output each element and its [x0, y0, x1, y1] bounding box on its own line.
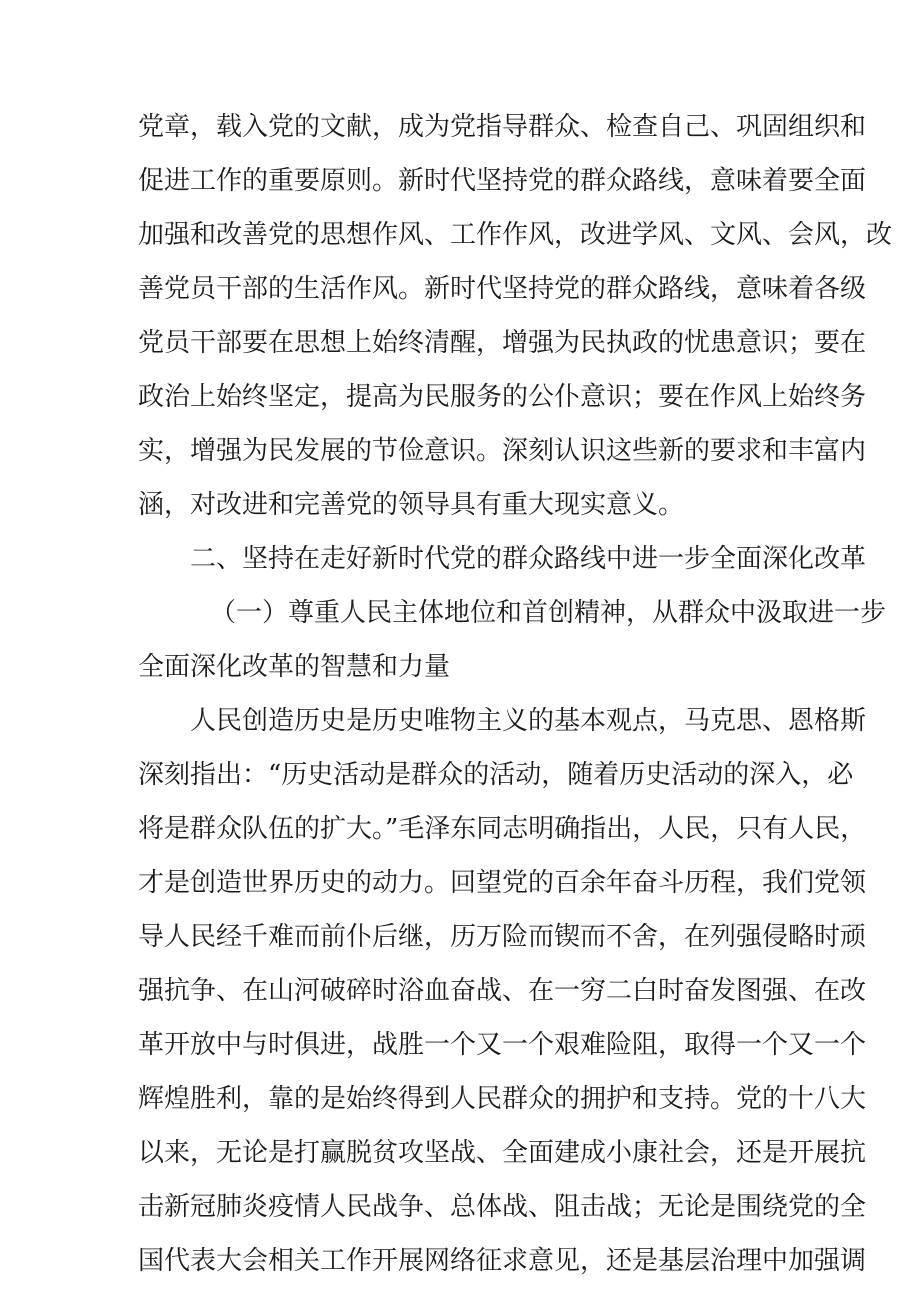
subsection-heading: （一）尊重人民主体地位和首创精神，从群众中汲取进一步	[210, 598, 887, 628]
text-line: 深刻指出：“历史活动是群众的活动，随着历史活动的深入，必	[138, 760, 854, 790]
text-line: 将是群众队伍的扩大。”毛泽东同志明确指出，人民，只有人民，	[138, 814, 867, 844]
text-line: 加强和改善党的思想作风、工作作风，改进学风、文风、会风，改	[138, 220, 893, 250]
text-line: 涵，对改进和完善党的领导具有重大现实意义。	[138, 490, 685, 520]
text-line: 才是创造世界历史的动力。回望党的百余年奋斗历程，我们党领	[138, 868, 867, 898]
text-line: 击新冠肺炎疫情人民战争、总体战、阻击战；无论是围绕党的全	[138, 1192, 867, 1222]
text-line: 革开放中与时俱进，战胜一个又一个艰难险阻，取得一个又一个	[138, 1030, 867, 1060]
text-line: 善党员干部的生活作风。新时代坚持党的群众路线，意味着各级	[138, 274, 867, 304]
paragraph-first-line: 人民创造历史是历史唯物主义的基本观点，马克思、恩格斯	[190, 706, 867, 736]
subsection-heading-continued: 全面深化改革的智慧和力量	[138, 652, 451, 682]
text-line: 强抗争、在山河破碎时浴血奋战、在一穷二白时奋发图强、在改	[138, 976, 867, 1006]
text-line: 实，增强为民发展的节俭意识。深刻认识这些新的要求和丰富内	[138, 436, 867, 466]
text-line: 促进工作的重要原则。新时代坚持党的群众路线，意味着要全面	[138, 166, 867, 196]
text-line: 辉煌胜利，靠的是始终得到人民群众的拥护和支持。党的十八大	[138, 1084, 867, 1114]
text-line: 政治上始终坚定，提高为民服务的公仆意识；要在作风上始终务	[138, 382, 867, 412]
text-line: 以来，无论是打赢脱贫攻坚战、全面建成小康社会，还是开展抗	[138, 1138, 867, 1168]
text-line: 党章，载入党的文献，成为党指导群众、检查自己、巩固组织和	[138, 112, 867, 142]
text-line: 国代表大会相关工作开展网络征求意见，还是基层治理中加强调	[138, 1246, 867, 1276]
section-heading: 二、坚持在走好新时代党的群众路线中进一步全面深化改革	[190, 544, 867, 574]
text-line: 党员干部要在思想上始终清醒，增强为民执政的忧患意识；要在	[138, 328, 867, 358]
text-line: 导人民经千难而前仆后继，历万险而锲而不舍，在列强侵略时顽	[138, 922, 867, 952]
